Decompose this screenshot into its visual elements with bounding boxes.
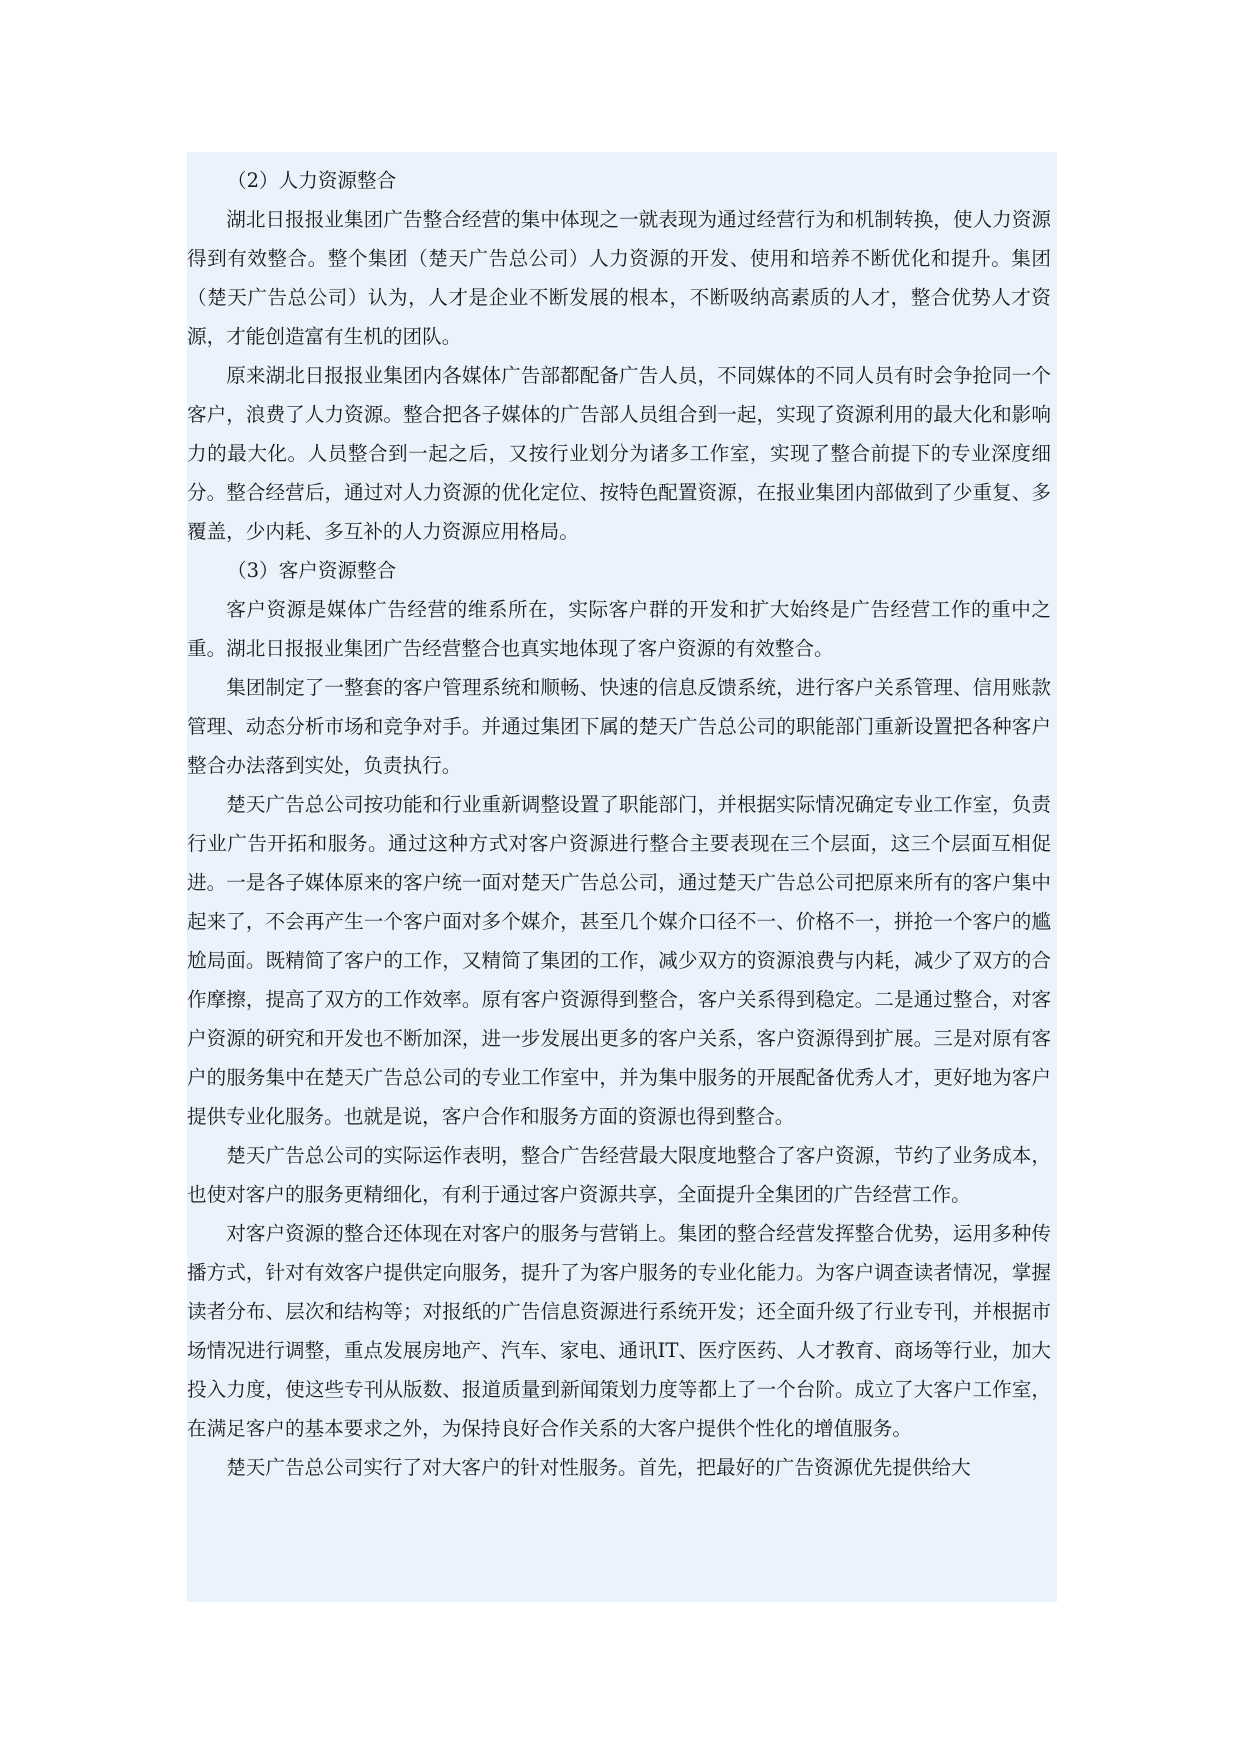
paragraph: 对客户资源的整合还体现在对客户的服务与营销上。集团的整合经营发挥整合优势，运用多种传播方式，针对有效客户提供定向服务，提升了为客户服务的专业化能力。为客户调查读者情况，掌握读者分布、层次和结构等；对报纸的广告信息资源进行系统开发；还全面升级了行业专刊，并根据市场情况进行调整，重点发展房地产、汽车、家电、通讯IT、医疗医药、人才教育、商场等行业，加大投入力度，使这些专刊从版数、报道质量到新闻策划力度等都上了一个台阶。成立了大客户工作室，在满足客户的基本要求之外，为保持良好合作关系的大客户提供个性化的增值服务。 xyxy=(187,1222,1051,1440)
paragraph: 楚天广告总公司的实际运作表明，整合广告经营最大限度地整合了客户资源，节约了业务成本，也使对客户的服务更精细化，有利于通过客户资源共享，全面提升全集团的广告经营工作。 xyxy=(187,1144,1051,1206)
paragraph: 原来湖北日报报业集团内各媒体广告部都配备广告人员，不同媒体的不同人员有时会争抢同一个客户，浪费了人力资源。整合把各子媒体的广告部人员组合到一起，实现了资源利用的最大化和影响力的最大化。人员整合到一起之后，又按行业划分为诸多工作室，实现了整合前提下的专业深度细分。整合经营后，通过对人力资源的优化定位、按特色配置资源，在报业集团内部做到了少重复、多覆盖，少内耗、多互补的人力资源应用格局。 xyxy=(187,364,1051,543)
paragraph: 集团制定了一整套的客户管理系统和顺畅、快速的信息反馈系统，进行客户关系管理、信用账款管理、动态分析市场和竞争对手。并通过集团下属的楚天广告总公司的职能部门重新设置把各种客户整合办法落到实处，负责执行。 xyxy=(187,676,1051,777)
section-heading-human-resources: （2）人力资源整合 xyxy=(227,169,397,192)
text-block xyxy=(187,152,1057,1602)
paragraph: 湖北日报报业集团广告整合经营的集中体现之一就表现为通过经营行为和机制转换，使人力资源得到有效整合。整个集团（楚天广告总公司）人力资源的开发、使用和培养不断优化和提升。集团（楚天广告总公司）认为，人才是企业不断发展的根本，不断吸纳高素质的人才，整合优势人才资源，才能创造富有生机的团队。 xyxy=(187,208,1051,348)
text-body xyxy=(187,152,1057,1487)
section-heading-customer-resources: （3）客户资源整合 xyxy=(227,559,397,582)
paragraph: 楚天广告总公司实行了对大客户的针对性服务。首先，把最好的广告资源优先提供给大 xyxy=(226,1456,971,1479)
paragraph: 楚天广告总公司按功能和行业重新调整设置了职能部门，并根据实际情况确定专业工作室，负责行业广告开拓和服务。通过这种方式对客户资源进行整合主要表现在三个层面，这三个层面互相促进。一是各子媒体原来的客户统一面对楚天广告总公司，通过楚天广告总公司把原来所有的客户集中起来了，不会再产生一个客户面对多个媒介，甚至几个媒介口径不一、价格不一，拼抢一个客户的尴尬局面。既精简了客户的工作，又精简了集团的工作，减少双方的资源浪费与内耗，减少了双方的合作摩擦，提高了双方的工作效率。原有客户资源得到整合，客户关系得到稳定。二是通过整合，对客户资源的研究和开发也不断加深，进一步发展出更多的客户关系，客户资源得到扩展。三是对原有客户的服务集中在楚天广告总公司的专业工作室中，并为集中服务的开展配备优秀人才，更好地为客户提供专业化服务。也就是说，客户合作和服务方面的资源也得到整合。 xyxy=(187,793,1051,1128)
paragraph: 客户资源是媒体广告经营的维系所在，实际客户群的开发和扩大始终是广告经营工作的重中之重。湖北日报报业集团广告经营整合也真实地体现了客户资源的有效整合。 xyxy=(187,598,1051,660)
